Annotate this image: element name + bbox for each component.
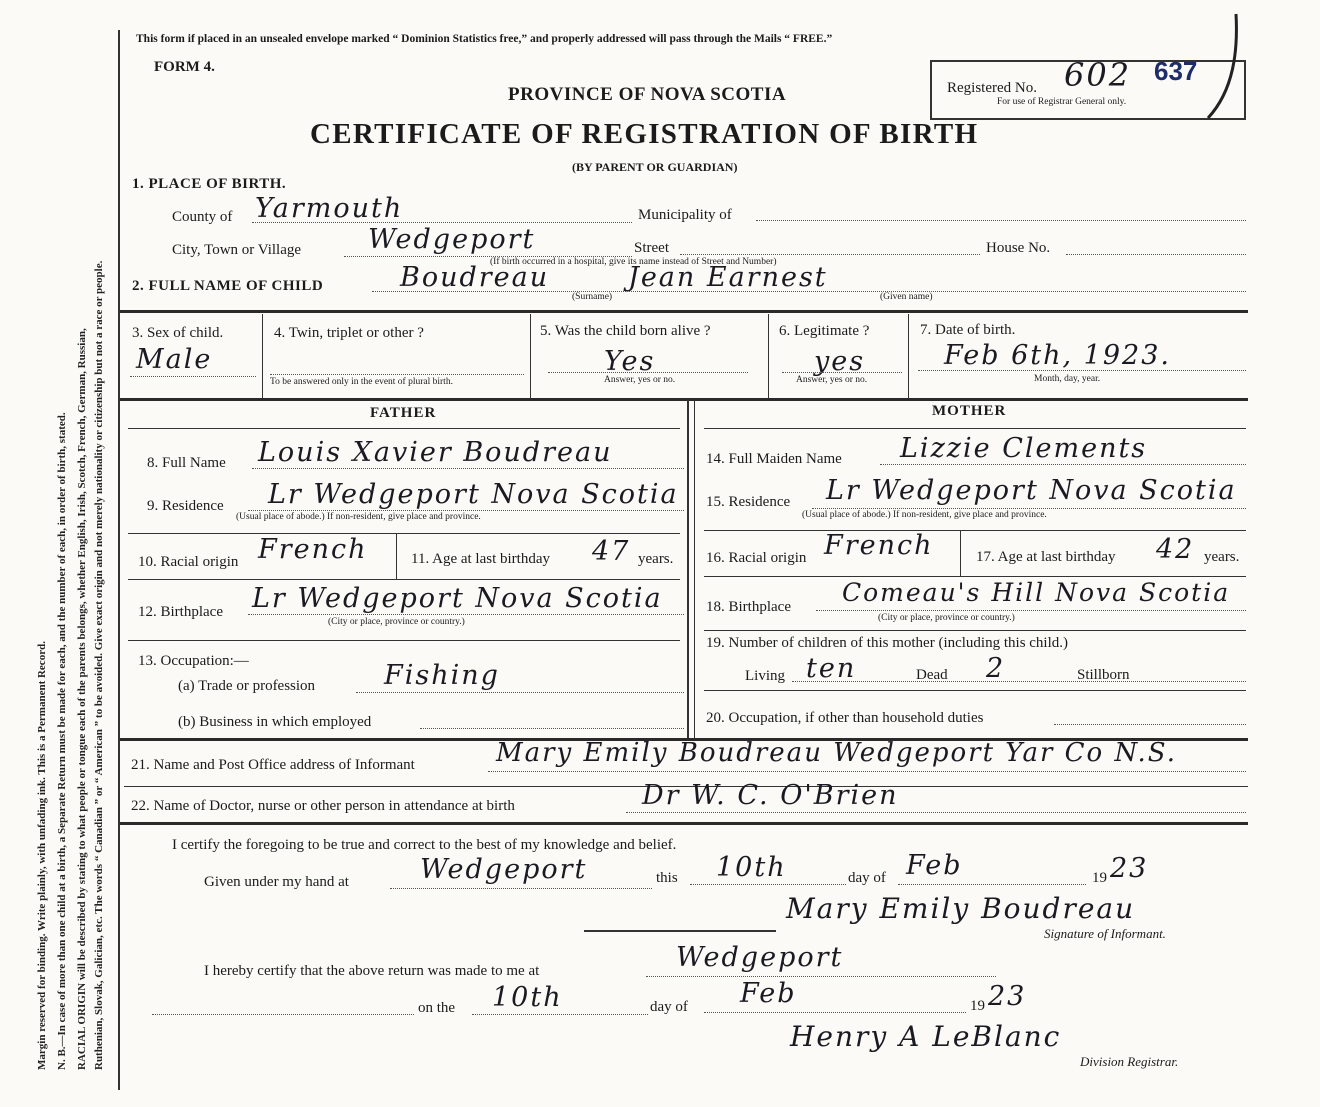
margin-instruction-2: N. B.—In case of more than one child at a birth, a Separate Return must be made for each, and the number of each, in order of birth, stated. <box>56 412 68 1070</box>
given-place: Wedgeport <box>420 854 588 885</box>
given-day: 10th <box>716 852 787 883</box>
year-prefix: 19 <box>1092 870 1107 886</box>
twin-note: To be answered only in the event of plural birth. <box>270 377 453 387</box>
margin-instruction-4: Ruthenian, Slovak, Galician, etc. The words “ Canadian ” or “ American ” to be avoided. Give exact origin and not merely nationality or citizenship but not a race or people. <box>93 260 105 1070</box>
doctor-label: 22. Name of Doctor, nurse or other person in attendance at birth <box>131 798 515 814</box>
father-race-label: 10. Racial origin <box>138 554 239 570</box>
street-label: Street <box>634 240 669 256</box>
sex-label: 3. Sex of child. <box>132 325 224 341</box>
city-label: City, Town or Village <box>172 242 302 258</box>
mother-residence-note: (Usual place of abode.) If non-resident, give place and province. <box>802 510 1047 520</box>
city-value: Wedgeport <box>368 224 536 255</box>
mother-residence-label: 15. Residence <box>706 494 791 510</box>
registrar-text: I hereby certify that the above return was made to me at <box>204 963 540 979</box>
given-name-note: (Given name) <box>880 292 933 302</box>
place-of-birth-heading: 1. PLACE OF BIRTH. <box>132 176 287 192</box>
mother-occupation-label: 20. Occupation, if other than household duties <box>706 710 984 726</box>
legitimate-label: 6. Legitimate ? <box>779 323 870 339</box>
father-name-label: 8. Full Name <box>147 455 226 471</box>
mother-birthplace-value: Comeau's Hill Nova Scotia <box>842 578 1231 607</box>
business-label: (b) Business in which employed <box>178 714 372 730</box>
registered-note: For use of Registrar General only. <box>997 97 1127 107</box>
mother-age-label: 17. Age at last birthday <box>976 549 1116 565</box>
surname-note: (Surname) <box>572 292 613 302</box>
registrar-year-prefix: 19 <box>970 998 985 1014</box>
twin-label: 4. Twin, triplet or other ? <box>274 325 424 341</box>
informant-signature-label: Signature of Informant. <box>1044 926 1166 941</box>
registered-handwritten: 602 <box>1064 56 1132 94</box>
mother-race-value: French <box>824 530 934 561</box>
father-age-value: 47 <box>592 536 631 567</box>
this-label: this <box>656 870 678 886</box>
father-residence-note: (Usual place of abode.) If non-resident, give place and province. <box>236 512 481 522</box>
page-title: CERTIFICATE OF REGISTRATION OF BIRTH <box>310 118 979 150</box>
trade-value: Fishing <box>384 660 500 691</box>
father-birthplace-value: Lr Wedgeport Nova Scotia <box>252 583 663 614</box>
doctor-value: Dr W. C. O'Brien <box>642 780 899 811</box>
mother-name-value: Lizzie Clements <box>900 433 1148 464</box>
father-age-label: 11. Age at last birthday <box>411 551 550 567</box>
subtitle: (BY PARENT OR GUARDIAN) <box>572 160 738 174</box>
given-month: Feb <box>906 850 963 881</box>
informant-signature: Mary Emily Boudreau <box>786 892 1136 925</box>
registrar-place: Wedgeport <box>676 942 844 973</box>
registrar-signature-label: Division Registrar. <box>1080 1054 1179 1069</box>
living-value: ten <box>806 653 857 684</box>
province-heading: PROVINCE OF NOVA SCOTIA <box>508 84 787 105</box>
mother-race-label: 16. Racial origin <box>706 550 807 566</box>
top-note: This form if placed in an unsealed envelope marked “ Dominion Statistics free,” and properly addressed will pass through the Mails “ FREE.” <box>136 33 833 45</box>
mother-birthplace-note: (City or place, province or country.) <box>878 613 1015 623</box>
child-name-label: 2. FULL NAME OF CHILD <box>132 278 324 294</box>
father-residence-label: 9. Residence <box>147 498 224 514</box>
child-given-name: Jean Earnest <box>628 262 828 293</box>
dead-value: 2 <box>986 653 1006 684</box>
mother-years: years. <box>1204 549 1240 565</box>
dob-note: Month, day, year. <box>1034 374 1101 384</box>
legitimate-value: yes <box>814 346 866 377</box>
mother-residence-value: Lr Wedgeport Nova Scotia <box>826 475 1237 506</box>
informant-label: 21. Name and Post Office address of Informant <box>131 757 415 773</box>
living-label: Living <box>745 668 785 684</box>
father-residence-value: Lr Wedgeport Nova Scotia <box>268 479 679 510</box>
form-number: FORM 4. <box>154 59 215 75</box>
county-label: County of <box>172 209 233 225</box>
county-value: Yarmouth <box>255 193 404 224</box>
registered-stamped-number: 637 <box>1154 56 1198 86</box>
given-year: 23 <box>1110 853 1149 884</box>
given-label: Given under my hand at <box>204 874 349 890</box>
father-years: years. <box>638 551 674 567</box>
dead-label: Dead <box>916 667 948 683</box>
sex-value: Male <box>136 344 213 375</box>
informant-value: Mary Emily Boudreau Wedgeport Yar Co N.S. <box>496 738 1177 768</box>
alive-label: 5. Was the child born alive ? <box>540 323 711 339</box>
mother-name-label: 14. Full Maiden Name <box>706 451 842 467</box>
hospital-note: (If birth occurred in a hospital, give its name instead of Street and Number) <box>490 257 777 267</box>
father-birthplace-label: 12. Birthplace <box>138 604 223 620</box>
trade-label: (a) Trade or profession <box>178 678 316 694</box>
onthe-label: on the <box>418 1000 456 1016</box>
dob-label: 7. Date of birth. <box>920 322 1016 338</box>
registrar-month: Feb <box>740 978 797 1009</box>
stillborn-label: Stillborn <box>1077 667 1130 683</box>
mother-birthplace-label: 18. Birthplace <box>706 599 791 615</box>
registrar-year: 23 <box>988 981 1027 1012</box>
father-race-value: French <box>258 534 368 565</box>
father-heading: FATHER <box>370 405 437 421</box>
house-no-label: House No. <box>986 240 1051 256</box>
dob-value: Feb 6th, 1923. <box>944 340 1171 371</box>
registrar-signature: Henry A LeBlanc <box>790 1020 1062 1053</box>
dayof-label: day of <box>848 870 886 886</box>
municipality-label: Municipality of <box>638 207 732 223</box>
father-birthplace-note: (City or place, province or country.) <box>328 617 465 627</box>
legitimate-note: Answer, yes or no. <box>796 375 868 385</box>
registrar-day: 10th <box>492 982 563 1013</box>
father-name-value: Louis Xavier Boudreau <box>258 437 613 468</box>
registrar-dayof-label: day of <box>650 999 688 1015</box>
child-surname: Boudreau <box>400 262 550 293</box>
occupation-label: 13. Occupation:— <box>138 653 249 669</box>
mother-heading: MOTHER <box>932 403 1007 419</box>
margin-instruction-3: RACIAL ORIGIN will be described by stating to what people or tongue each of the parents belongs, whether English, Irish, Scotch, French, German, Russian, <box>76 328 88 1070</box>
alive-note: Answer, yes or no. <box>604 375 676 385</box>
alive-value: Yes <box>604 346 656 377</box>
certify-text: I certify the foregoing to be true and correct to the best of my knowledge and belief. <box>172 837 677 853</box>
children-label: 19. Number of children of this mother (including this child.) <box>706 635 1069 651</box>
registered-label: Registered No. <box>947 80 1037 96</box>
margin-instruction-1: Margin reserved for binding. Write plainly, with unfading ink. This is a Permanent Record. <box>36 641 48 1070</box>
mother-age-value: 42 <box>1156 534 1195 565</box>
